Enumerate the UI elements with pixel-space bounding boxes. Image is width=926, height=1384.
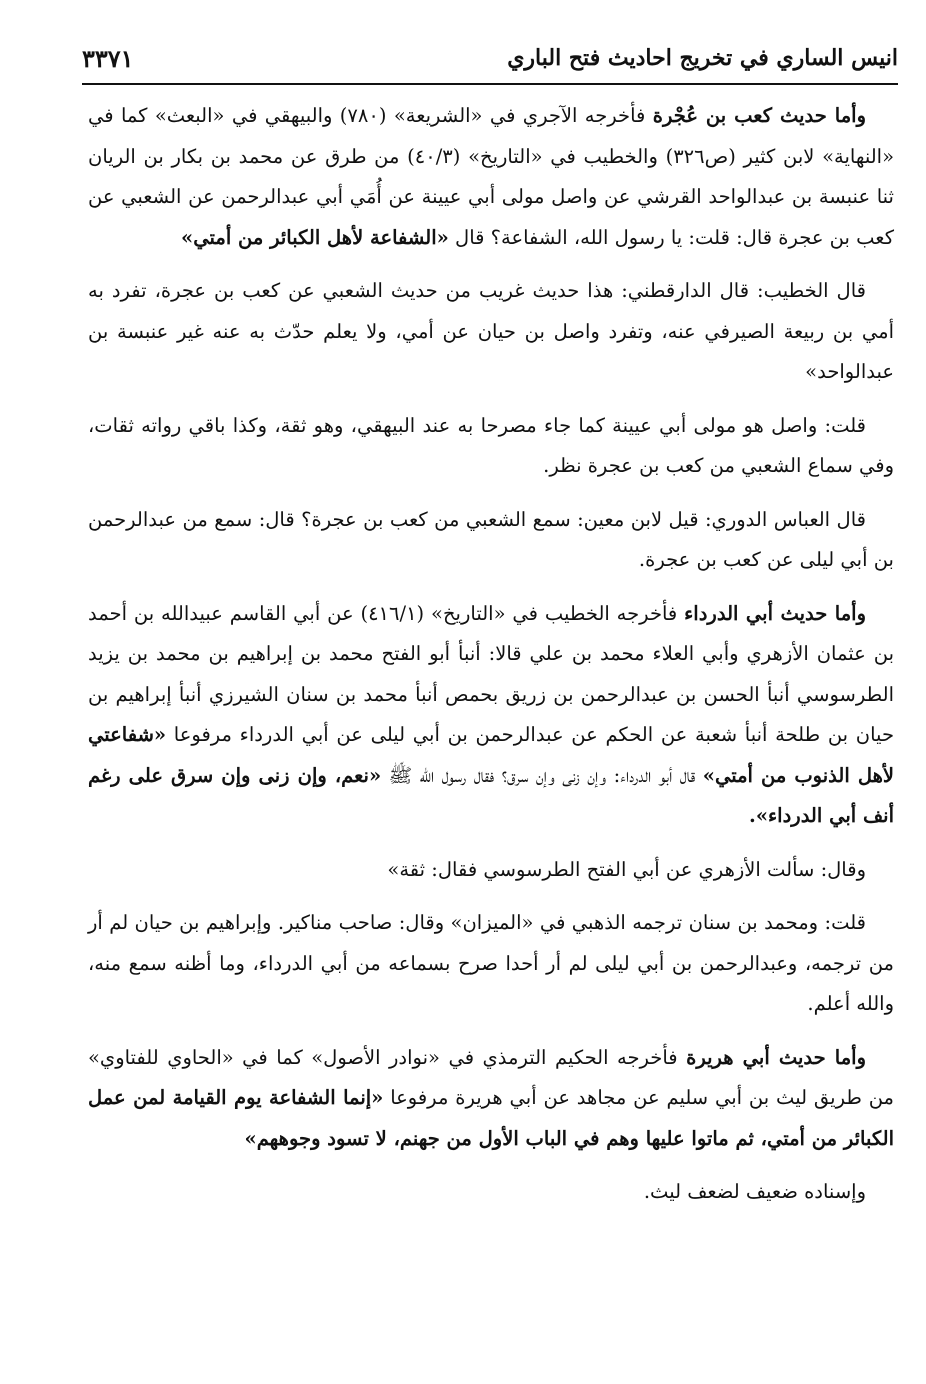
paragraph xyxy=(88,594,894,837)
page-number: ٣٣٧١ xyxy=(82,43,134,73)
paragraph xyxy=(88,406,894,487)
text-run: فأخرجه الآجري في «الشريعة» (٧٨٠) والبيهقي في «البعث» كما في «النهاية» لابن كثير (ص٣٢٦) والخطيب في «التاريخ» (٤٠/٣) من طرق عن محمد بن بكار بن الريان ثنا عنبسة بن عبدالواحد القرشي عن واصل مولى أبي عيينة عن أُمَي أبي عبدالرحمن عن الشعبي عن كعب بن عجرة قال: قلت: يا رسول الله، الشفاعة؟ قال xyxy=(88,104,895,249)
bold-text: «نعم، وإن زنى وإن سرق على رغم أنف أبي الدرداء». xyxy=(88,763,894,827)
header-rule xyxy=(82,83,898,85)
paragraph xyxy=(88,850,894,891)
bold-text: وأما حديث كعب بن عُجْرة xyxy=(652,104,866,127)
bold-text: وأما حديث أبي هريرة xyxy=(686,1045,867,1069)
text-run: قال العباس الدوري: قيل لابن معين: سمع الشعبي من كعب بن عجرة؟ قال: سمع من عبدالرحمن بن أبي ليلى عن كعب بن عجرة. xyxy=(88,507,894,571)
header-title: انيس الساري في تخريج احاديث فتح الباري xyxy=(507,45,898,71)
paragraph xyxy=(88,500,894,581)
paragraph xyxy=(88,271,894,393)
paragraph xyxy=(88,1172,894,1213)
text-run: قلت: ومحمد بن سنان ترجمه الذهبي في «الميزان» وقال: صاحب مناكير. وإبراهيم بن حيان لم أر من ترجمه، وعبدالرحمن بن أبي ليلى لم أر أحدا صرح بسماعه من أبي الدرداء، وما أظنه سمع منه، والله أعلم. xyxy=(88,911,894,1015)
bold-text: «إنما الشفاعة يوم القيامة لمن عمل الكبائر من أمتي، ثم ماتوا عليها وهم في الباب الأول من جهنم، لا تسود وجوههم» xyxy=(88,1086,894,1150)
bold-text: وأما حديث أبي الدرداء xyxy=(684,601,866,625)
paragraph xyxy=(88,96,894,258)
body-text xyxy=(88,96,894,1226)
bold-text: «الشفاعة لأهل الكبائر من أمتي» xyxy=(181,225,449,249)
text-run: فأخرجه الحكيم الترمذي في «نوادر الأصول» كما في «الحاوي للفتاوي» من طريق ليث بن أبي سليم عن مجاهد عن أبي هريرة مرفوعا xyxy=(88,1045,894,1109)
paragraph xyxy=(88,1038,894,1160)
text-run: قال الخطيب: قال الدارقطني: هذا حديث غريب من حديث الشعبي عن كعب بن عجرة، تفرد به أمي بن ربيعة الصيرفي عنه، وتفرد واصل بن حيان عن أمي، ولا يعلم حدّث به عنه غير عنبسة بن عبدالواحد» xyxy=(88,279,894,383)
text-run: وإسناده ضعيف لضعف ليث. xyxy=(643,1180,866,1203)
text-run: فأخرجه الخطيب في «التاريخ» (٤١٦/١) عن أبي القاسم عبيدالله بن أحمد بن عثمان الأزهري وأبي العلاء محمد بن علي قالا: أنبأ أبو الفتح محمد بن إبراهيم بن محمد بن يزيد الطرسوسي أنبأ الحسن بن عبدالرحمن بن زريق بحمص أنبأ محمد بن سنان الشيرزي أنبأ إبراهيم بن حيان بن طلحة أنبأ شعبة عن الحكم عن عبدالرحمن بن أبي ليلى عن أبي الدرداء مرفوعا xyxy=(88,601,894,746)
paragraph xyxy=(88,903,894,1025)
running-header xyxy=(82,38,898,78)
bold-text: «شفاعتي لأهل الذنوب من أمتي» xyxy=(88,723,894,787)
text-run: قلت: واصل هو مولى أبي عيينة كما جاء مصرحا به عند البيهقي، وهو ثقة، وكذا باقي رواته ثقات، وفي سماع الشعبي من كعب بن عجرة نظر. xyxy=(88,413,894,477)
text-run: وقال: سألت الأزهري عن أبي الفتح الطرسوسي فقال: ثقة» xyxy=(387,857,866,881)
text-run: قال أبو الدرداء: وإن زنى وإن سرق؟ فقال رسول الله ﷺ xyxy=(381,763,703,787)
